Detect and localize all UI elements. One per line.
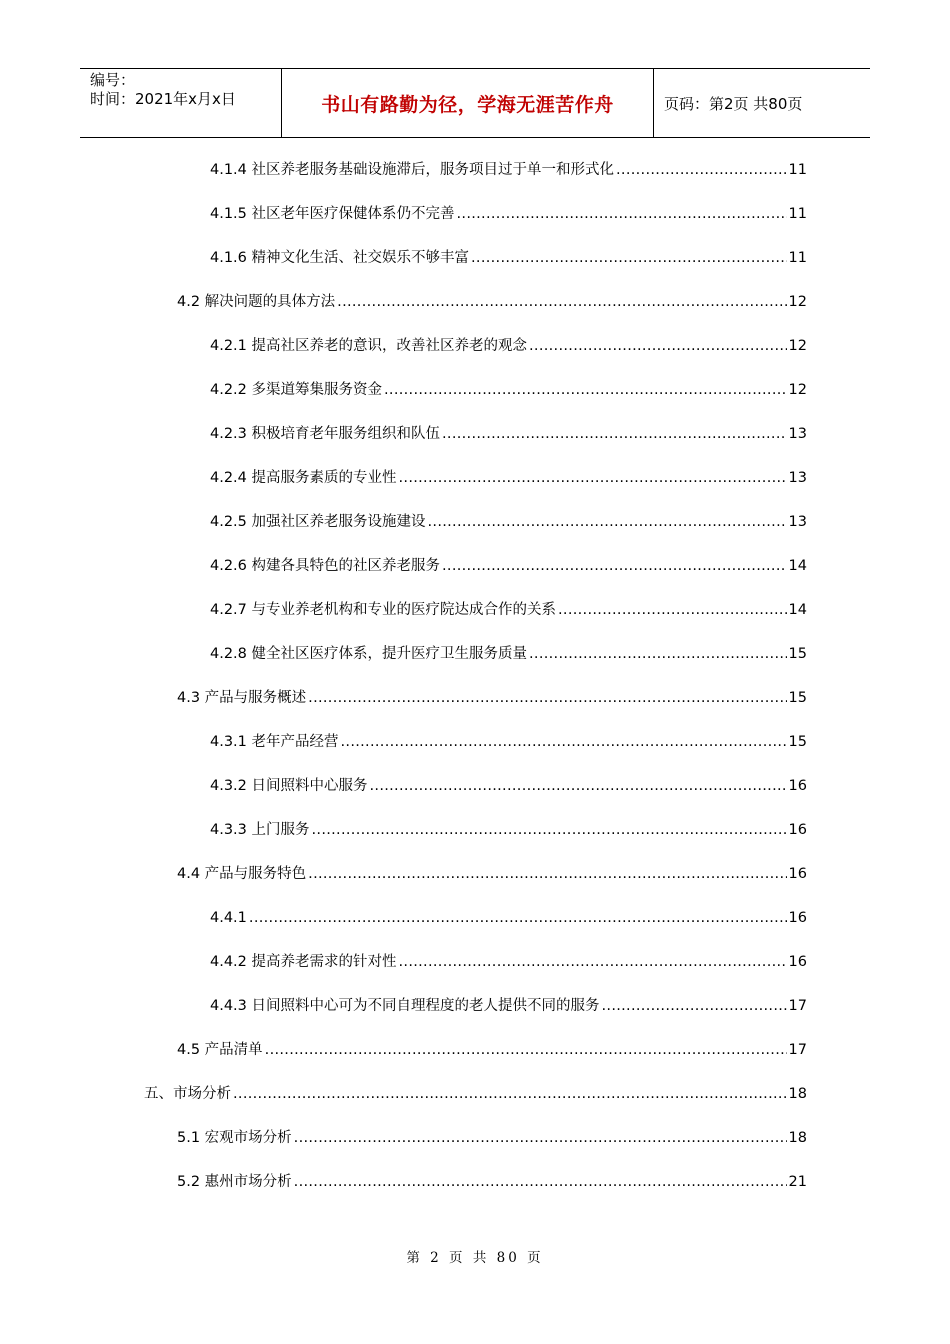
toc-entry-page: 13 <box>788 426 807 442</box>
toc-entry-page: 16 <box>788 866 807 882</box>
toc-entry-page: 16 <box>788 822 807 838</box>
toc-entry[interactable] <box>210 995 807 1017</box>
toc-leader-dots <box>442 423 787 445</box>
toc-entry[interactable] <box>210 379 807 401</box>
toc-leader-dots <box>602 995 787 1017</box>
toc-entry[interactable] <box>177 863 807 885</box>
toc-entry-label: 4.2.7 与专业养老机构和专业的医疗院达成合作的关系 <box>210 602 557 618</box>
toc-leader-dots <box>308 687 786 709</box>
toc-entry-label: 4.4.1 <box>210 910 247 926</box>
toc-entry-page: 17 <box>788 998 807 1014</box>
toc-leader-dots <box>616 159 787 181</box>
toc-entry-label: 4.3.3 上门服务 <box>210 822 310 838</box>
toc-entry-page: 13 <box>788 514 807 530</box>
toc-entry-label: 4.3 产品与服务概述 <box>177 690 307 706</box>
toc-entry-page: 15 <box>788 646 807 662</box>
toc-entry-page: 18 <box>788 1086 807 1102</box>
doc-number-label: 编号： <box>90 71 136 89</box>
toc-entry-label: 4.2.4 提高服务素质的专业性 <box>210 470 397 486</box>
toc-entry-label: 4.1.5 社区老年医疗保健体系仍不完善 <box>210 206 455 222</box>
toc-entry-label: 4.4.2 提高养老需求的针对性 <box>210 954 397 970</box>
toc-entry-label: 五、市场分析 <box>144 1086 231 1102</box>
toc-leader-dots <box>457 203 787 225</box>
toc-entry-page: 14 <box>788 602 807 618</box>
toc-leader-dots <box>312 819 787 841</box>
toc-entry[interactable] <box>177 687 807 709</box>
toc-entry-page: 12 <box>788 294 807 310</box>
toc-leader-dots <box>529 643 787 665</box>
toc-entry-page: 17 <box>788 1042 807 1058</box>
toc-entry[interactable] <box>210 731 807 753</box>
header-meta <box>80 69 282 137</box>
toc-entry-page: 11 <box>788 162 807 178</box>
toc-entry[interactable] <box>210 511 807 533</box>
toc-entry[interactable] <box>177 291 807 313</box>
toc-leader-dots <box>558 599 787 621</box>
toc-entry-label: 5.2 惠州市场分析 <box>177 1174 292 1190</box>
toc-entry-label: 4.4.3 日间照料中心可为不同自理程度的老人提供不同的服务 <box>210 998 600 1014</box>
toc-leader-dots <box>428 511 787 533</box>
header-page-info: 页码：第2页 共80页 <box>664 94 803 113</box>
page-footer: 第 2 页 共 80 页 <box>406 1250 544 1266</box>
toc-entry[interactable] <box>210 775 807 797</box>
toc-entry[interactable] <box>210 819 807 841</box>
toc-entry-label: 4.5 产品清单 <box>177 1042 263 1058</box>
toc-entry-label: 4.2.2 多渠道筹集服务资金 <box>210 382 383 398</box>
toc-entry-label: 4.2.8 健全社区医疗体系，提升医疗卫生服务质量 <box>210 646 528 662</box>
toc-entry[interactable] <box>210 599 807 621</box>
toc-entry-label: 4.2.5 加强社区养老服务设施建设 <box>210 514 426 530</box>
toc-entry-label: 4.2.3 积极培育老年服务组织和队伍 <box>210 426 441 442</box>
toc-entry-page: 21 <box>788 1174 807 1190</box>
toc-entry-page: 16 <box>788 954 807 970</box>
toc-entry[interactable] <box>210 643 807 665</box>
toc-entry-label: 4.4 产品与服务特色 <box>177 866 307 882</box>
toc-entry-page: 15 <box>788 690 807 706</box>
toc-leader-dots <box>337 291 786 313</box>
toc-entry[interactable] <box>210 467 807 489</box>
toc-entry[interactable] <box>210 335 807 357</box>
toc-leader-dots <box>442 555 787 577</box>
toc-entry[interactable] <box>210 555 807 577</box>
toc-entry[interactable] <box>210 951 807 973</box>
toc-leader-dots <box>471 247 787 269</box>
toc-entry-page: 11 <box>788 250 807 266</box>
toc-entry-label: 4.3.1 老年产品经营 <box>210 734 339 750</box>
toc-leader-dots <box>265 1039 787 1061</box>
toc-leader-dots <box>529 335 787 357</box>
toc-leader-dots <box>384 379 787 401</box>
toc-entry-page: 12 <box>788 338 807 354</box>
toc-entry[interactable] <box>144 1083 807 1105</box>
page-header <box>80 68 870 138</box>
toc-leader-dots <box>294 1171 787 1193</box>
toc-entry[interactable] <box>210 159 807 181</box>
toc-leader-dots <box>294 1127 787 1149</box>
toc-entry[interactable] <box>210 203 807 225</box>
toc-entry-page: 15 <box>788 734 807 750</box>
toc-entry[interactable] <box>210 247 807 269</box>
toc-leader-dots <box>308 863 786 885</box>
toc-entry-label: 4.2 解决问题的具体方法 <box>177 294 336 310</box>
header-motto: 书山有路勤为径，学海无涯苦作舟 <box>282 69 654 137</box>
toc-entry[interactable] <box>177 1039 807 1061</box>
toc-leader-dots <box>399 467 787 489</box>
toc-entry-page: 12 <box>788 382 807 398</box>
toc-entry-label: 4.1.4 社区养老服务基础设施滞后，服务项目过于单一和形式化 <box>210 162 615 178</box>
toc-entry-page: 13 <box>788 470 807 486</box>
toc-entry-label: 5.1 宏观市场分析 <box>177 1130 292 1146</box>
toc-leader-dots <box>370 775 787 797</box>
toc-entry-label: 4.3.2 日间照料中心服务 <box>210 778 368 794</box>
toc-entry[interactable] <box>177 1171 807 1193</box>
toc-leader-dots <box>249 907 787 929</box>
toc-entry-label: 4.1.6 精神文化生活、社交娱乐不够丰富 <box>210 250 470 266</box>
toc-entry[interactable] <box>177 1127 807 1149</box>
toc-entry-page: 18 <box>788 1130 807 1146</box>
toc-leader-dots <box>399 951 787 973</box>
toc-entry-page: 14 <box>788 558 807 574</box>
toc-entry[interactable] <box>210 423 807 445</box>
toc-entry-label: 4.2.6 构建各具特色的社区养老服务 <box>210 558 441 574</box>
toc-entry-page: 16 <box>788 910 807 926</box>
toc-leader-dots <box>341 731 787 753</box>
toc-entry-label: 4.2.1 提高社区养老的意识，改善社区养老的观念 <box>210 338 528 354</box>
toc-entry[interactable] <box>210 907 807 929</box>
toc-leader-dots <box>233 1083 787 1105</box>
toc-entry-page: 16 <box>788 778 807 794</box>
doc-date-label: 时间：2021年x月x日 <box>90 90 236 108</box>
toc-entry-page: 11 <box>788 206 807 222</box>
